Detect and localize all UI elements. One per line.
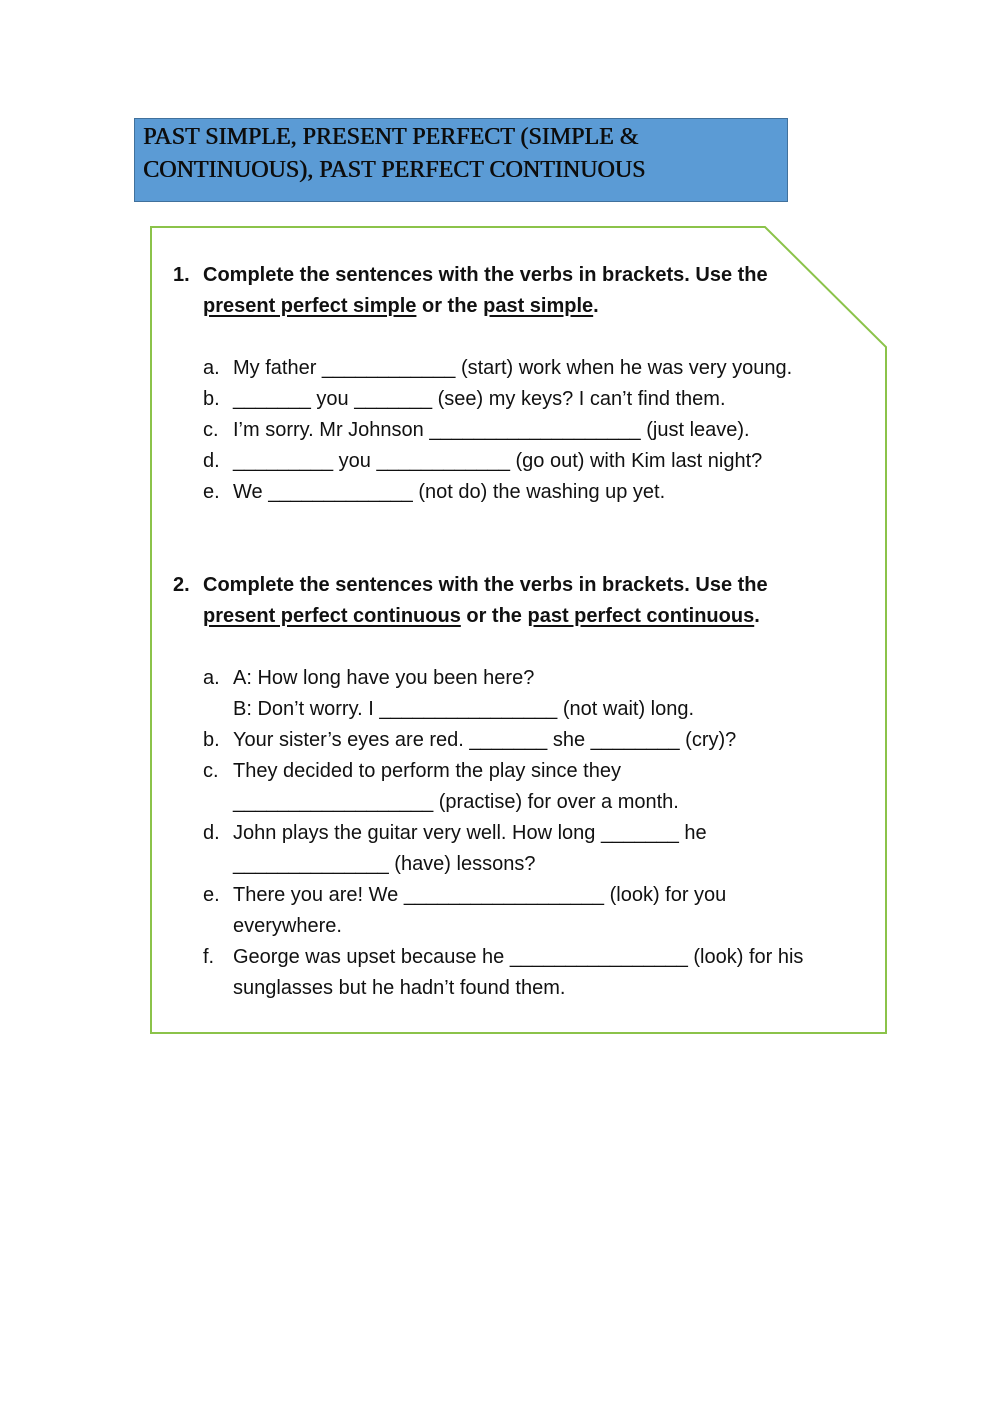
item-text-line-1: George was upset because he ________________ (look) for his xyxy=(233,946,804,968)
list-item xyxy=(203,446,853,477)
item-text: _______ you _______ (see) my keys? I can’t find them. xyxy=(233,388,726,410)
question-1-tense-b: past simple xyxy=(483,295,594,317)
question-1-tense-a: present perfect simple xyxy=(203,295,417,317)
item-label: c. xyxy=(203,760,219,782)
item-label: d. xyxy=(203,450,220,472)
item-text: I’m sorry. Mr Johnson ___________________ (just leave). xyxy=(233,419,750,441)
list-item xyxy=(203,353,853,384)
item-text: My father ____________ (start) work when he was very young. xyxy=(233,357,793,379)
item-text-line-2: sunglasses but he hadn’t found them. xyxy=(233,977,566,999)
question-2-tense-b: past perfect continuous xyxy=(527,605,755,627)
item-text: We _____________ (not do) the washing up yet. xyxy=(233,481,666,503)
item-label: a. xyxy=(203,357,220,379)
item-label: e. xyxy=(203,481,220,503)
question-1-number: 1. xyxy=(173,264,190,286)
question-1-connector: or the xyxy=(421,295,478,317)
question-2-period: . xyxy=(754,605,760,627)
title-banner xyxy=(134,118,788,202)
question-2-number: 2. xyxy=(173,574,190,596)
list-item xyxy=(203,663,853,725)
question-1-period: . xyxy=(593,295,599,317)
item-text-line-1: A: How long have you been here? xyxy=(233,667,535,689)
question-2-tense-a: present perfect continuous xyxy=(203,605,461,627)
question-1-instruction-text: Complete the sentences with the verbs in brackets. Use the xyxy=(203,264,768,286)
item-text-line-2: ______________ (have) lessons? xyxy=(233,853,536,875)
item-text-line-1: Your sister’s eyes are red. _______ she ________ (cry)? xyxy=(233,729,737,751)
question-1-instruction xyxy=(203,260,833,322)
item-text-line-1: There you are! We __________________ (look) for you xyxy=(233,884,727,906)
question-2-connector: or the xyxy=(466,605,522,627)
item-text-line-2: everywhere. xyxy=(233,915,342,937)
item-text-line-1: John plays the guitar very well. How long _______ he xyxy=(233,822,707,844)
item-text-line-1: They decided to perform the play since they xyxy=(233,760,621,782)
item-label: b. xyxy=(203,388,220,410)
item-text: _________ you ____________ (go out) with Kim last night? xyxy=(233,450,763,472)
item-label: f. xyxy=(203,946,215,968)
item-label: a. xyxy=(203,667,220,689)
list-item xyxy=(203,756,853,818)
title-line-2: CONTINUOUS), PAST PERFECT CONTINUOUS xyxy=(143,157,646,183)
item-label: c. xyxy=(203,419,219,441)
list-item xyxy=(203,942,853,1004)
title-line-1: PAST SIMPLE, PRESENT PERFECT (SIMPLE & xyxy=(143,124,639,150)
list-item xyxy=(203,384,853,415)
list-item xyxy=(203,880,853,942)
item-text-line-2: B: Don’t worry. I ________________ (not wait) long. xyxy=(233,698,695,720)
list-item xyxy=(203,725,853,756)
item-label: e. xyxy=(203,884,220,906)
question-2-items xyxy=(203,663,853,1004)
question-2-instruction xyxy=(203,570,833,632)
list-item xyxy=(203,415,853,446)
question-2-instruction-text: Complete the sentences with the verbs in brackets. Use the xyxy=(203,574,768,596)
item-label: b. xyxy=(203,729,220,751)
item-text-line-2: __________________ (practise) for over a month. xyxy=(233,791,679,813)
list-item xyxy=(203,477,853,508)
question-1-items xyxy=(203,353,853,508)
item-label: d. xyxy=(203,822,220,844)
list-item xyxy=(203,818,853,880)
